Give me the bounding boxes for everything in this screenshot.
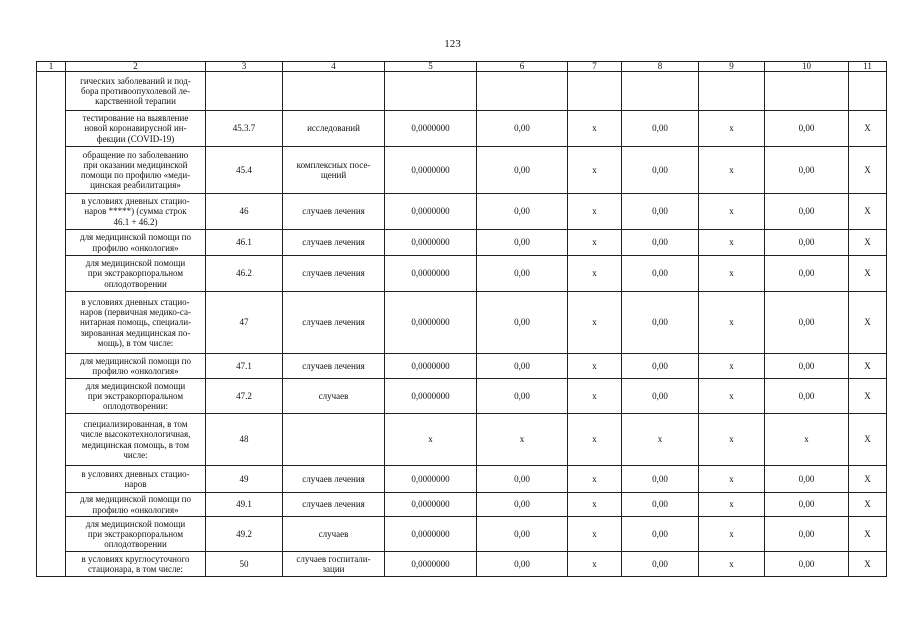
cell-c8: 0,00	[622, 194, 699, 230]
cell-c7: x	[568, 379, 622, 414]
cell-c7: x	[568, 466, 622, 493]
table-row	[37, 466, 887, 493]
cell-c11: X	[849, 230, 887, 256]
cell-c5: 0,0000000	[385, 292, 477, 354]
cell-c8: 0,00	[622, 354, 699, 379]
cell-c7: x	[568, 194, 622, 230]
cell-c5: 0,0000000	[385, 194, 477, 230]
cell-c7: x	[568, 493, 622, 517]
column-header: 6	[477, 62, 568, 72]
cell-unit: случаев	[283, 517, 385, 552]
cell-c8: 0,00	[622, 517, 699, 552]
cell-unit: случаев госпитали- зации	[283, 552, 385, 577]
cell-c5: 0,0000000	[385, 379, 477, 414]
cell-c8: x	[622, 414, 699, 466]
cell-code	[206, 72, 283, 111]
row-description: тестирование на выявление новой коронавирусной ин- фекции (COVID-19)	[66, 111, 206, 147]
table-row	[37, 354, 887, 379]
row-description: гических заболеваний и под- бора противоопухолевой ле- карственной терапии	[66, 72, 206, 111]
cell-c10: 0,00	[765, 256, 849, 292]
cell-unit: случаев лечения	[283, 194, 385, 230]
column-header: 11	[849, 62, 887, 72]
cell-c5: 0,0000000	[385, 552, 477, 577]
cell-c9: x	[699, 230, 765, 256]
table-row	[37, 414, 887, 466]
cell-c5: 0,0000000	[385, 517, 477, 552]
cell-code: 48	[206, 414, 283, 466]
cell-c8: 0,00	[622, 552, 699, 577]
cell-c11: X	[849, 354, 887, 379]
cell-c10: 0,00	[765, 354, 849, 379]
row-description: для медицинской помощи при экстракорпоральном оплодотворении	[66, 256, 206, 292]
row-description: обращение по заболеванию при оказании медицинской помощи по профилю «меди- цинская реабилитация»	[66, 147, 206, 194]
cell-c11: X	[849, 147, 887, 194]
table-row	[37, 147, 887, 194]
cell-c7: x	[568, 256, 622, 292]
cell-code: 49.2	[206, 517, 283, 552]
cell-c7: x	[568, 414, 622, 466]
cell-c10: 0,00	[765, 517, 849, 552]
cell-c8: 0,00	[622, 256, 699, 292]
cell-c5: 0,0000000	[385, 147, 477, 194]
row-description: в условиях круглосуточного стационара, в том числе:	[66, 552, 206, 577]
row-description: в условиях дневных стацио- наров *****) (сумма строк 46.1 + 46.2)	[66, 194, 206, 230]
column-header: 9	[699, 62, 765, 72]
row-description: для медицинской помощи при экстракорпоральном оплодотворении:	[66, 379, 206, 414]
cell-unit: случаев лечения	[283, 256, 385, 292]
cell-unit: случаев лечения	[283, 354, 385, 379]
cell-c7: x	[568, 147, 622, 194]
table-row	[37, 517, 887, 552]
cell-c9: x	[699, 256, 765, 292]
cell-unit	[283, 414, 385, 466]
cell-c11	[849, 72, 887, 111]
cell-c7: x	[568, 354, 622, 379]
column-header: 8	[622, 62, 699, 72]
cell-unit: комплексных посе- щений	[283, 147, 385, 194]
table-row	[37, 111, 887, 147]
table-row	[37, 493, 887, 517]
cell-c6: 0,00	[477, 230, 568, 256]
cell-code: 45.3.7	[206, 111, 283, 147]
row-description: для медицинской помощи по профилю «онкология»	[66, 230, 206, 256]
cell-c5: 0,0000000	[385, 256, 477, 292]
column-header: 7	[568, 62, 622, 72]
cell-c5: 0,0000000	[385, 354, 477, 379]
cell-c11: X	[849, 111, 887, 147]
cell-c9: x	[699, 194, 765, 230]
cell-code: 46	[206, 194, 283, 230]
cell-c9: x	[699, 147, 765, 194]
column-header: 3	[206, 62, 283, 72]
cell-code: 49.1	[206, 493, 283, 517]
column-header: 1	[37, 62, 66, 72]
cell-c9: x	[699, 292, 765, 354]
cell-c7	[568, 72, 622, 111]
cell-c7: x	[568, 552, 622, 577]
row-description: для медицинской помощи при экстракорпоральном оплодотворении	[66, 517, 206, 552]
column-header: 4	[283, 62, 385, 72]
cell-c6: 0,00	[477, 552, 568, 577]
cell-c11: X	[849, 517, 887, 552]
cell-c8	[622, 72, 699, 111]
cell-code: 46.1	[206, 230, 283, 256]
cell-c5: x	[385, 414, 477, 466]
column-header: 10	[765, 62, 849, 72]
cell-c9: x	[699, 466, 765, 493]
cell-c11: X	[849, 256, 887, 292]
cell-c9: x	[699, 379, 765, 414]
cell-c6: 0,00	[477, 256, 568, 292]
cell-c11: X	[849, 379, 887, 414]
cell-c9: x	[699, 552, 765, 577]
cell-c6: 0,00	[477, 517, 568, 552]
cell-code: 46.2	[206, 256, 283, 292]
cell-c10	[765, 72, 849, 111]
cell-c10: 0,00	[765, 111, 849, 147]
cell-c7: x	[568, 111, 622, 147]
cell-c10: 0,00	[765, 493, 849, 517]
cell-c8: 0,00	[622, 230, 699, 256]
cell-c5	[385, 72, 477, 111]
cell-c10: 0,00	[765, 147, 849, 194]
cell-c5: 0,0000000	[385, 493, 477, 517]
cell-c10: 0,00	[765, 292, 849, 354]
cell-c9: x	[699, 414, 765, 466]
cell-unit: случаев лечения	[283, 292, 385, 354]
table-row	[37, 256, 887, 292]
cell-c10: 0,00	[765, 466, 849, 493]
cell-c10: x	[765, 414, 849, 466]
cell-c6: 0,00	[477, 493, 568, 517]
row-index-cell	[37, 72, 66, 577]
cell-c8: 0,00	[622, 147, 699, 194]
cell-c8: 0,00	[622, 493, 699, 517]
cell-c6: 0,00	[477, 194, 568, 230]
cell-c5: 0,0000000	[385, 230, 477, 256]
column-header: 5	[385, 62, 477, 72]
table-row	[37, 72, 887, 111]
cell-unit: случаев лечения	[283, 493, 385, 517]
cell-c9	[699, 72, 765, 111]
cell-code: 45.4	[206, 147, 283, 194]
cell-c11: X	[849, 493, 887, 517]
cell-c9: x	[699, 111, 765, 147]
cell-c9: x	[699, 493, 765, 517]
cell-c11: X	[849, 552, 887, 577]
cell-c6: 0,00	[477, 466, 568, 493]
cell-unit: случаев	[283, 379, 385, 414]
cell-c9: x	[699, 354, 765, 379]
cell-c6: 0,00	[477, 111, 568, 147]
cell-c11: X	[849, 292, 887, 354]
cell-c5: 0,0000000	[385, 466, 477, 493]
table-row	[37, 552, 887, 577]
page-number: 123	[444, 38, 461, 50]
cell-c8: 0,00	[622, 379, 699, 414]
row-description: в условиях дневных стацио- наров (первичная медико-са- нитарная помощь, специали- зированная медицинская по- мощь), в том числе:	[66, 292, 206, 354]
cell-code: 49	[206, 466, 283, 493]
cell-unit	[283, 72, 385, 111]
table-row	[37, 379, 887, 414]
cell-c8: 0,00	[622, 111, 699, 147]
cell-c11: X	[849, 466, 887, 493]
header-row	[37, 62, 887, 72]
cell-unit: случаев лечения	[283, 466, 385, 493]
cell-unit: случаев лечения	[283, 230, 385, 256]
cell-c6: 0,00	[477, 379, 568, 414]
data-table	[36, 61, 887, 577]
table-row	[37, 292, 887, 354]
cell-c7: x	[568, 230, 622, 256]
cell-code: 47.1	[206, 354, 283, 379]
row-description: для медицинской помощи по профилю «онкология»	[66, 493, 206, 517]
cell-c9: x	[699, 517, 765, 552]
cell-code: 47.2	[206, 379, 283, 414]
cell-c11: X	[849, 414, 887, 466]
cell-c6: 0,00	[477, 292, 568, 354]
table-row	[37, 194, 887, 230]
cell-code: 47	[206, 292, 283, 354]
cell-c7: x	[568, 292, 622, 354]
cell-c10: 0,00	[765, 552, 849, 577]
cell-c7: x	[568, 517, 622, 552]
row-description: в условиях дневных стацио- наров	[66, 466, 206, 493]
cell-c10: 0,00	[765, 379, 849, 414]
cell-c6: 0,00	[477, 354, 568, 379]
cell-c8: 0,00	[622, 466, 699, 493]
table-row	[37, 230, 887, 256]
cell-code: 50	[206, 552, 283, 577]
column-header: 2	[66, 62, 206, 72]
row-description: для медицинской помощи по профилю «онкология»	[66, 354, 206, 379]
cell-c10: 0,00	[765, 230, 849, 256]
row-description: специализированная, в том числе высокотехнологичная, медицинская помощь, в том числе:	[66, 414, 206, 466]
cell-c5: 0,0000000	[385, 111, 477, 147]
cell-c8: 0,00	[622, 292, 699, 354]
cell-c6	[477, 72, 568, 111]
cell-c10: 0,00	[765, 194, 849, 230]
cell-c6: x	[477, 414, 568, 466]
cell-c11: X	[849, 194, 887, 230]
cell-c6: 0,00	[477, 147, 568, 194]
cell-unit: исследований	[283, 111, 385, 147]
